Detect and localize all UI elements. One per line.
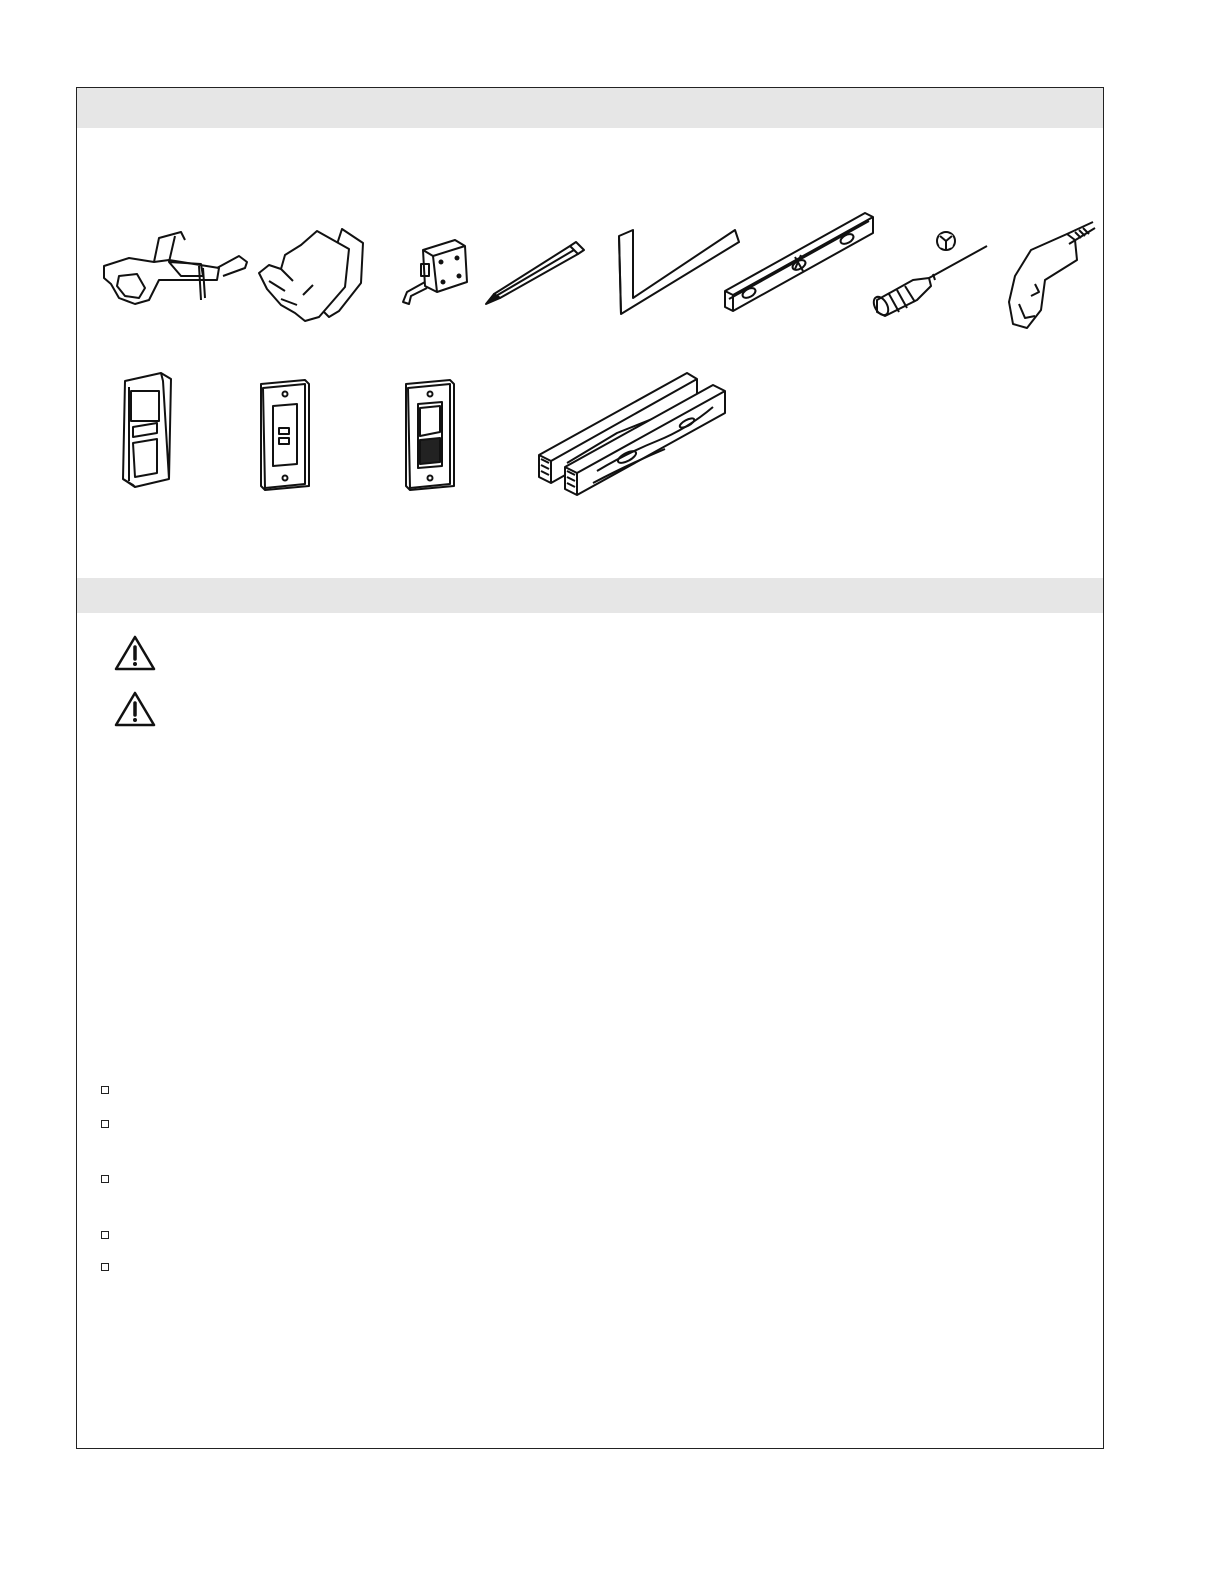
tape-measure-icon xyxy=(397,236,472,311)
checklist-checkbox-4[interactable] xyxy=(101,1231,109,1239)
wood-blocking-icon xyxy=(537,371,732,501)
drill-icon xyxy=(1005,220,1100,330)
dimmer-switch-plate-icon xyxy=(402,378,457,493)
checklist-checkbox-3[interactable] xyxy=(101,1175,109,1183)
rocker-switch-plate-icon xyxy=(257,378,312,493)
instruction-page-frame xyxy=(76,87,1104,1449)
gloves-icon xyxy=(257,225,372,325)
tools-header-band xyxy=(77,88,1103,128)
warning-triangle-icon xyxy=(113,690,157,728)
preparation-header-band xyxy=(77,578,1103,613)
screwdriver-icon xyxy=(873,228,993,323)
safety-glasses-icon xyxy=(99,228,234,313)
pencil-icon xyxy=(482,238,587,308)
checklist-checkbox-2[interactable] xyxy=(101,1120,109,1128)
level-icon xyxy=(723,211,878,321)
checklist-checkbox-1[interactable] xyxy=(101,1086,109,1094)
warning-triangle-icon xyxy=(113,634,157,672)
stud-finder-icon xyxy=(117,371,177,491)
checklist-checkbox-5[interactable] xyxy=(101,1263,109,1271)
